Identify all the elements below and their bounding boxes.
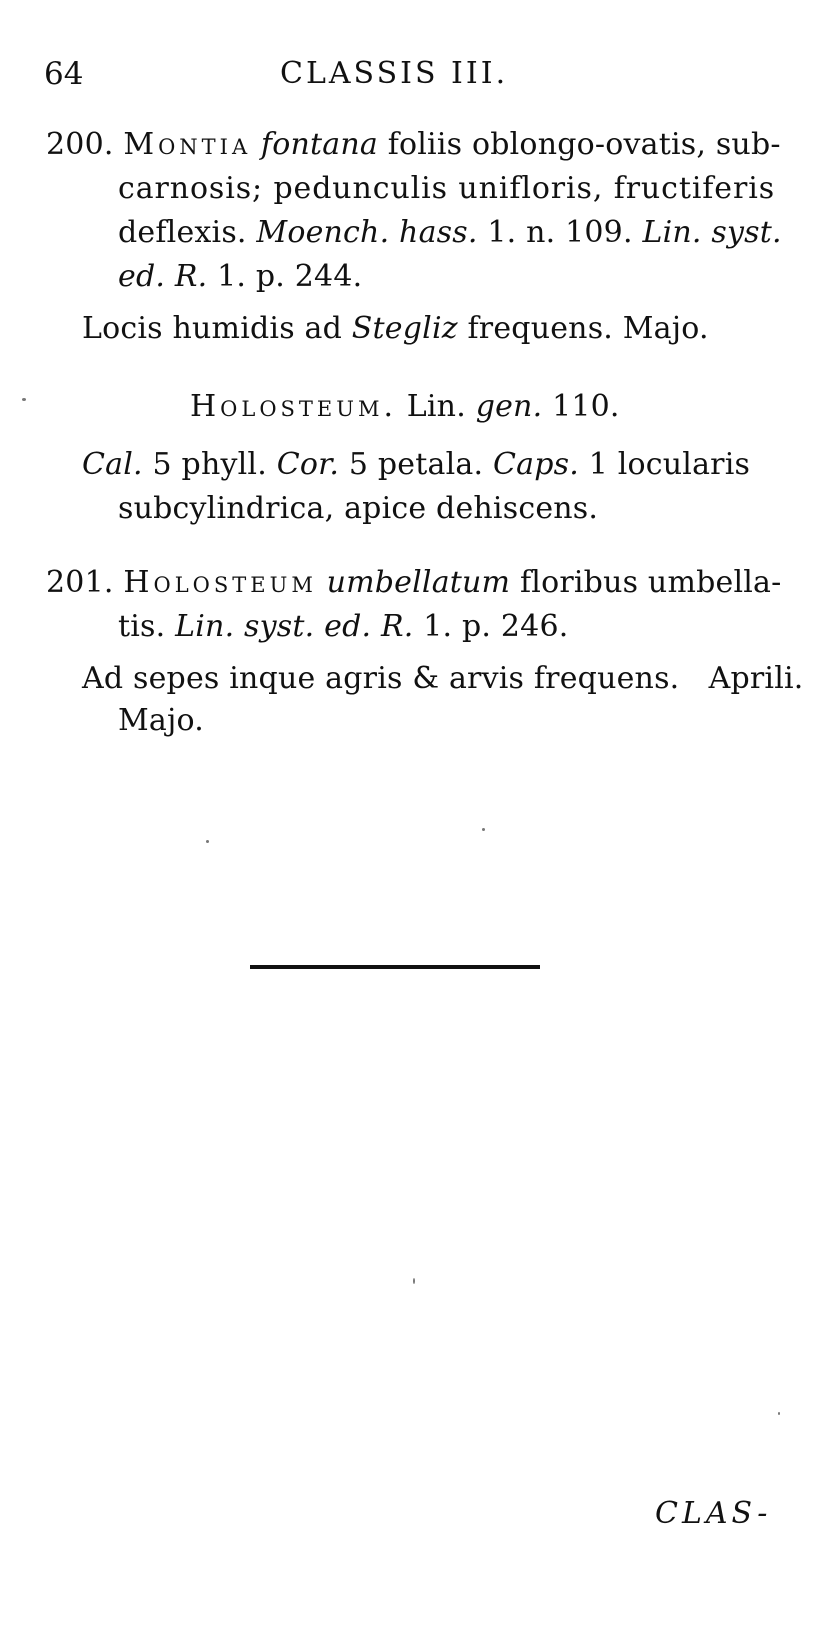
entry-201-line-2 — [118, 610, 568, 644]
entry-200-line-2: carnosis; pedunculis unifloris, fructiferis — [118, 171, 775, 206]
catchword: CLAS- — [655, 1496, 772, 1531]
entry-number: 201. — [46, 565, 114, 600]
section-rule — [250, 965, 540, 969]
genus-character-line-2: subcylindrica, apice dehiscens. — [118, 491, 599, 526]
entry-200-locality — [82, 312, 709, 346]
capsule-label: Caps. — [492, 447, 579, 482]
entry-201-locality-line-1: Ad sepes inque agris & arvis frequens. Aprili. — [82, 661, 804, 696]
genus-heading — [190, 390, 620, 424]
citation-gen: gen. — [475, 389, 543, 424]
citation-ref: 1. p. 244. — [217, 259, 363, 294]
description-text: tis. — [118, 609, 166, 644]
page-number: 64 — [44, 56, 84, 92]
capsule-text: 1 locularis — [588, 447, 751, 482]
entry-201-line-1 — [46, 566, 781, 600]
calyx-text: 5 phyll. — [152, 447, 267, 482]
citation-ref: 1. n. 109. — [487, 215, 633, 250]
paper-speck — [22, 398, 26, 401]
locality-text: frequens. Majo. — [467, 311, 709, 346]
citation-author: Lin. — [406, 389, 466, 424]
citation-ref: 110. — [552, 389, 620, 424]
corolla-label: Cor. — [276, 447, 340, 482]
calyx-label: Cal. — [82, 447, 143, 482]
species-name: umbellatum — [326, 565, 511, 600]
paper-speck — [206, 840, 209, 843]
citation-author: Lin. syst. — [642, 215, 782, 250]
citation-author: Lin. syst. ed. R. — [175, 609, 414, 644]
entry-200-line-4 — [118, 260, 362, 294]
genus-character-line-1 — [82, 448, 750, 482]
entry-number: 200. — [46, 127, 114, 162]
citation-edition: ed. R. — [118, 259, 208, 294]
genus-name: Montia — [123, 127, 252, 162]
locality-text: Locis humidis ad — [82, 311, 343, 346]
description-text: floribus umbella- — [519, 565, 782, 600]
paper-speck — [778, 1412, 780, 1415]
entry-200-line-3 — [118, 216, 782, 250]
entry-201-locality-line-2: Majo. — [118, 703, 204, 738]
citation-ref: 1. p. 246. — [423, 609, 569, 644]
paper-speck — [482, 828, 485, 831]
entry-200-line-1 — [46, 128, 781, 162]
corolla-text: 5 petala. — [348, 447, 484, 482]
citation-author: Moench. hass. — [256, 215, 478, 250]
paper-speck — [413, 1278, 415, 1284]
genus-name: Holosteum — [123, 565, 317, 600]
place-name: Stegliz — [351, 311, 458, 346]
genus-name: Holosteum. — [190, 389, 397, 424]
page-title: CLASSIS III. — [280, 56, 509, 91]
species-name: fontana — [260, 127, 378, 162]
description-text: deflexis. — [118, 215, 247, 250]
description-text: foliis oblongo-ovatis, sub- — [387, 127, 781, 162]
